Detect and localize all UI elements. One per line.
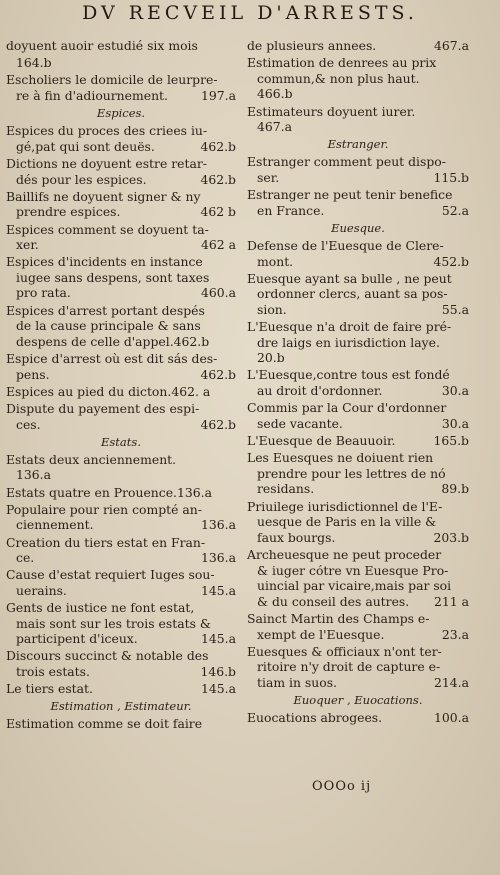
folio-reference: 467.a (434, 38, 469, 53)
section-heading: Euesque. (331, 220, 385, 235)
index-entry (6, 452, 236, 483)
folio-reference: 164.b (16, 55, 52, 71)
index-entry (6, 303, 236, 350)
entry-text: Estranger ne peut tenir benefice en France. (247, 187, 453, 218)
entry-text: Espice d'arrest où est dit sás des- pens. (6, 351, 218, 382)
index-entry (6, 485, 236, 501)
index-entry (6, 156, 236, 187)
folio-reference: 100.a (434, 710, 469, 726)
folio-reference: 30.a (441, 415, 469, 431)
folio-reference: 211 a (434, 593, 469, 609)
entry-text: Dictions ne doyuent estre retar- dés pour les espices. (6, 155, 207, 187)
folio-reference: 89.b (441, 481, 469, 497)
folio-reference: 467.a (257, 119, 292, 135)
index-entry (247, 547, 469, 609)
index-entry (247, 710, 469, 726)
folio-reference: 466.b (257, 86, 293, 102)
entry-text: Le tiers estat. (6, 681, 93, 697)
index-entry (247, 499, 469, 546)
index-entry (247, 154, 469, 185)
entry-text: Dispute du payement des espi- ces. (6, 401, 200, 432)
folio-reference: 145.a (201, 681, 236, 697)
folio-reference: 165.b (433, 433, 469, 448)
index-entry (247, 238, 469, 269)
entry-text: L'Euesque n'a droit de faire pré- dre laigs en iurisdiction laye. (247, 319, 452, 350)
folio-reference: 462.b (200, 138, 236, 154)
entry-text: Defense de l'Euesque de Clere- mont. (247, 237, 444, 269)
entry-text: Les Euesques ne doiuent rien prendre pour les lettres de nó residans. (247, 450, 446, 497)
entry-text: Estimation comme se doit faire (6, 716, 203, 732)
running-head: DV RECVEIL D'ARRESTS. (82, 2, 418, 24)
folio-reference: 136.a (201, 550, 236, 566)
index-entry (247, 644, 469, 691)
index-entry (6, 123, 236, 154)
entry-text: Estats deux anciennement. (6, 451, 177, 467)
folio-reference: 145.a (201, 631, 236, 647)
folio-reference: 462.b (200, 416, 236, 432)
entry-text: Priuilege iurisdictionnel de l'E- uesque de Paris en la ville & faux bourgs. (247, 498, 443, 545)
entry-text: Espices d'arrest portant despés de la cause principale & sans despens de celle d'appel.462.b (6, 302, 210, 349)
index-entry (247, 367, 469, 398)
right-column (247, 38, 469, 727)
entry-text: L'Euesque de Beauuoir. (247, 433, 396, 448)
entry-text: Euesques & officiaux n'ont ter- ritoire n'y droit de capture e- tiam in suos. (247, 643, 442, 690)
index-entry (247, 104, 469, 135)
entry-text: Espices du proces des criees iu- gé,pat qui sont deuës. (6, 123, 208, 154)
index-entry (247, 55, 469, 102)
entry-text: Escholiers le domicile de leurpre- re à fin d'adiournement. (6, 72, 218, 103)
index-entry (247, 400, 469, 431)
entry-text: Sainct Martin des Champs e- xempt de l'Euesque. (247, 610, 430, 642)
index-entry (247, 38, 469, 54)
index-entry (6, 502, 236, 533)
index-entry (6, 401, 236, 432)
folio-reference: 452.b (433, 253, 469, 269)
folio-reference: 136.a (16, 467, 51, 483)
entry-text: Archeuesque ne peut proceder & iuger cótre vn Euesque Pro- uincial par vicaire,mais par soi & du conseil des autres. (247, 546, 452, 609)
index-entry (6, 189, 236, 220)
folio-reference: 462 a (201, 237, 236, 253)
folio-reference: 462.b (200, 366, 236, 382)
folio-reference: 115.b (433, 169, 469, 185)
index-entry (6, 38, 236, 54)
entry-text: de plusieurs annees. (247, 38, 377, 53)
index-entry (6, 716, 236, 732)
entry-text: Gents de iustice ne font estat, mais sont sur les trois estats & participent d'iceux. (6, 600, 211, 647)
index-entry (247, 187, 469, 218)
index-entry (247, 319, 469, 366)
signature-mark: OOOo ij (312, 779, 372, 794)
folio-reference: 146.b (200, 664, 236, 680)
index-entry (247, 611, 469, 642)
entry-text: doyuent auoir estudié six mois (6, 38, 198, 53)
entry-text: Cause d'estat requiert Iuges sou- uerains. (6, 567, 215, 598)
left-column (6, 38, 236, 734)
section-heading: Estats. (101, 434, 141, 449)
entry-text: Populaire pour rien compté an- ciennement. (6, 501, 202, 533)
entry-text: Espices d'incidents en instance iugee sans despens, sont taxes pro rata. (6, 254, 210, 301)
folio-reference: 462.b (200, 171, 236, 187)
section-heading: Estimation , Estimateur. (50, 699, 192, 714)
index-entry (6, 72, 236, 103)
entry-text: Estimateurs doyuent iurer. (247, 103, 416, 119)
index-entry (6, 681, 236, 697)
index-entry (6, 55, 236, 71)
entry-text: Euesque ayant sa bulle , ne peut ordonner clercs, auant sa pos- sion. (247, 270, 452, 317)
folio-reference: 214.a (434, 674, 469, 690)
folio-reference: 23.a (441, 626, 469, 642)
entry-text: Creation du tiers estat en Fran- ce. (6, 534, 206, 566)
folio-reference: 52.a (441, 202, 469, 218)
entry-text: Estranger comment peut dispo- ser. (247, 154, 446, 185)
section-heading: Espices. (96, 106, 146, 121)
section-heading: Estranger. (327, 137, 389, 152)
index-entry (6, 254, 236, 301)
entry-text: Estats quatre en Prouence.136.a (6, 484, 212, 500)
entry-text: Espices comment se doyuent ta- xer. (6, 221, 209, 253)
folio-reference: 197.a (201, 87, 236, 103)
index-entry (247, 450, 469, 497)
folio-reference: 145.a (201, 582, 236, 598)
index-entry (6, 384, 236, 400)
folio-reference: 136.a (201, 517, 236, 533)
folio-reference: 20.b (257, 350, 285, 366)
entry-text: Estimation de denrees au prix commun,& non plus haut. (247, 55, 437, 86)
section-heading: Euoquer , Euocations. (293, 693, 423, 708)
index-entry (6, 567, 236, 598)
entry-text: Euocations abrogees. (247, 710, 383, 726)
entry-text: L'Euesque,contre tous est fondé au droit d'ordonner. (247, 367, 450, 399)
folio-reference: 203.b (433, 529, 469, 545)
index-entry (247, 433, 469, 449)
entry-text: Commis par la Cour d'ordonner sede vacante. (247, 400, 447, 431)
entry-text: Discours succinct & notable des trois estats. (6, 648, 209, 680)
index-entry (247, 271, 469, 318)
folio-reference: 55.a (441, 301, 469, 317)
index-entry (6, 351, 236, 382)
entry-text: Espices au pied du dicton.462. a (6, 383, 211, 399)
index-entry (6, 648, 236, 679)
index-entry (6, 222, 236, 253)
folio-reference: 460.a (201, 285, 236, 301)
index-entry (6, 535, 236, 566)
index-entry (6, 600, 236, 647)
folio-reference: 30.a (441, 383, 469, 399)
folio-reference: 462 b (200, 204, 236, 220)
entry-text: Baillifs ne doyuent signer & ny prendre espices. (6, 188, 201, 220)
